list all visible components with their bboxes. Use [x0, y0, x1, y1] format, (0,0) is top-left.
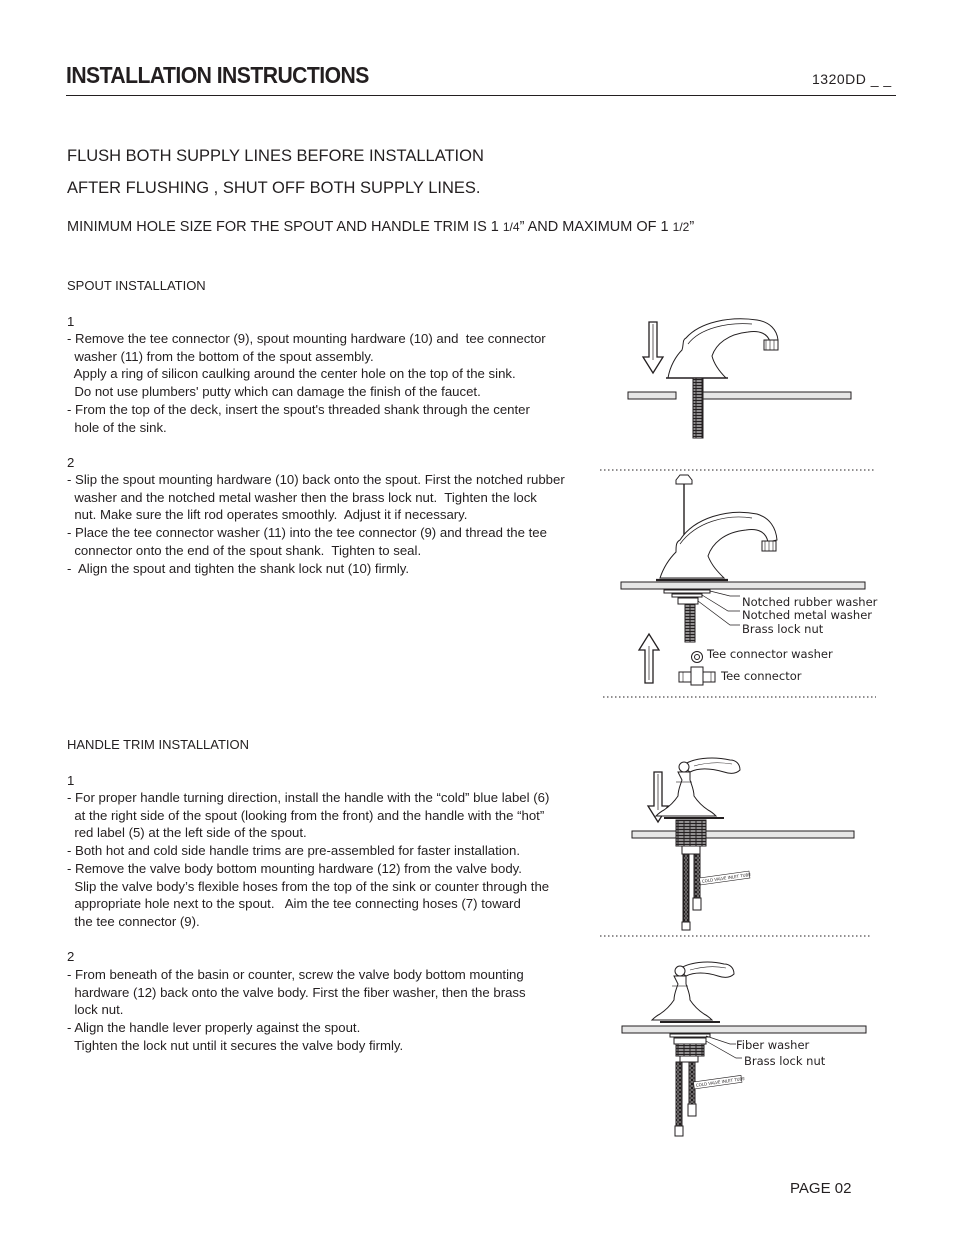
spout-insert-figure: [628, 319, 851, 438]
handle-bonnet: [652, 976, 712, 1020]
min-hole-text-b: ” AND MAXIMUM OF 1: [519, 219, 673, 235]
label-tee-connector: Tee connector: [721, 669, 802, 683]
sink-deck: [632, 831, 676, 838]
spout-hardware-figure: [621, 475, 878, 685]
handle-lever: [682, 758, 740, 773]
spout-step2-text: - Slip the spout mounting hardware (10) back onto the spout. First the notched rubber washer and the notched metal washer then the brass lock nut. Tighten the lock nut. Make sure the lift rod operates smoothly. Adjust it if necessary. - Place the tee connector washer (11) into the tee connector (9) and thread the tee connector onto the end of the spout shank. Tighten to seal. - Align the spout and tighten the shank lock nut (10) firmly.: [67, 472, 565, 576]
handle-insert-figure: [632, 758, 854, 930]
spout-section-heading: SPOUT INSTALLATION: [67, 278, 206, 293]
sink-deck: [628, 392, 676, 399]
label-brass-lock-nut: Brass lock nut: [744, 1054, 826, 1068]
spout-body: [660, 512, 777, 578]
threaded-shank: [693, 378, 703, 438]
label-notched-metal-washer: Notched metal washer: [742, 608, 873, 622]
handle-hardware-figure: [622, 962, 866, 1136]
min-hole-text-c: ”: [689, 219, 695, 235]
label-brass-lock-nut: Brass lock nut: [742, 622, 824, 636]
spout-step1-text: - Remove the tee connector (9), spout mounting hardware (10) and tee connector washer (11) from the bottom of the spout assembly. Apply a ring of silicon caulking around the center hole on the top of the sink. Do not use plumbers' putty which can damage the finish of the faucet. - From the top of the deck, insert the spout's threaded shank through the center hole of the sink.: [67, 331, 546, 435]
hose-tag-text: COLD VALVE INLET TUBE: [695, 1075, 746, 1088]
handle-bonnet: [656, 772, 716, 816]
tee-connector-washer: [692, 652, 703, 663]
lift-rod-knob: [676, 475, 692, 484]
brass-lock-nut: [674, 1038, 706, 1044]
valve-body-thread: [676, 1044, 704, 1056]
fiber-washer: [670, 1034, 710, 1037]
page-number: PAGE 02: [790, 1180, 852, 1197]
valve-body-thread: [676, 820, 706, 846]
label-fiber-washer: Fiber washer: [736, 1038, 810, 1052]
sink-deck: [706, 831, 854, 838]
notched-metal-washer: [672, 594, 702, 597]
spout-step2-number: 2: [67, 455, 75, 470]
handle-step1-text: - For proper handle turning direction, install the handle with the “cold” blue label (6) at the right side of the spout (looking from the front) and the handle with the “hot” red label (5) at the left side of the spout. - Both hot and cold side handle trims are pre-assembled for faster installation. - Remove the valve body bottom mounting hardware (12) from the valve body. Slip the valve body’s flexible hoses from the top of the sink or counter through the appropriate hole next to the spout. Aim the tee connecting hoses (7) toward the tee connector (9).: [67, 790, 550, 929]
handle-step1-number: 1: [67, 773, 75, 788]
sink-deck: [703, 392, 851, 399]
notched-rubber-washer: [664, 590, 710, 593]
flexible-hose: [676, 1062, 682, 1128]
threaded-shank: [685, 604, 695, 642]
brass-lock-nut: [678, 598, 698, 604]
tee-connector: [679, 667, 715, 685]
sink-deck: [622, 1026, 866, 1033]
spout-step1-number: 1: [67, 314, 75, 329]
model-number: 1320DD _ _: [812, 71, 892, 87]
flexible-hose: [694, 854, 700, 900]
min-hole-fraction-2: 1/2: [672, 220, 690, 234]
handle-lever: [678, 962, 734, 977]
flexible-hose: [683, 854, 689, 924]
label-notched-rubber-washer: Notched rubber washer: [742, 595, 878, 609]
min-hole-text-a: MINIMUM HOLE SIZE FOR THE SPOUT AND HANDLE TRIM IS 1: [67, 219, 503, 235]
handle-step2-number: 2: [67, 949, 75, 964]
label-tee-connector-washer: Tee connector washer: [707, 647, 833, 661]
handle-step2-text: - From beneath of the basin or counter, screw the valve body bottom mounting hardware (12) back onto the valve body. First the fiber washer, then the brass lock nut. - Align the handle lever properly against the spout. Tighten the lock nut until it secures the valve body firmly.: [67, 967, 526, 1053]
spout-body: [668, 319, 778, 378]
flush-instruction: FLUSH BOTH SUPPLY LINES BEFORE INSTALLATION: [67, 147, 484, 165]
page-title: INSTALLATION INSTRUCTIONS: [66, 62, 369, 88]
min-hole-fraction-1: 1/4: [502, 220, 520, 234]
sink-deck: [621, 582, 865, 589]
hose-tag-text: COLD VALVE INLET TUBE: [701, 871, 752, 884]
handle-section-heading: HANDLE TRIM INSTALLATION: [67, 737, 250, 752]
shutoff-instruction: AFTER FLUSHING , SHUT OFF BOTH SUPPLY LINES.: [67, 179, 481, 197]
